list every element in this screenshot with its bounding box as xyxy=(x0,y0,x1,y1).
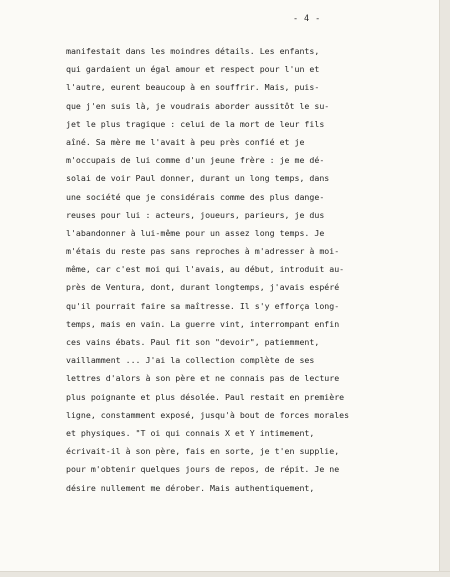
text-line: près de Ventura, dont, durant longtemps, j'avais espéré xyxy=(66,282,340,293)
text-line: ces vains ébats. Paul fit son "devoir", patiemment, xyxy=(66,337,320,347)
text-line: pour m'obtenir quelques jours de repos, de répit. Je ne xyxy=(66,464,340,475)
text-line: lettres d'alors à son père et ne connais pas de lecture xyxy=(66,373,340,384)
text-line: manifestait dans les moindres détails. Les enfants, xyxy=(66,46,320,56)
text-line: plus poignante et plus désolée. Paul restait en première xyxy=(66,391,345,402)
text-line: vaillamment ... J'ai la collection complète de ses xyxy=(66,355,315,366)
text-line: m'occupais de lui comme d'un jeune frère : je me dé- xyxy=(66,155,325,166)
page-edge-bottom xyxy=(0,571,450,577)
body-text xyxy=(66,42,438,497)
text-line: m'étais du reste pas sans reproches à m'adresser à moi- xyxy=(66,246,340,257)
text-line: l'abandonner à lui-même pour un assez long temps. Je xyxy=(66,227,325,238)
text-line: que j'en suis là, je voudrais aborder aussitôt le su- xyxy=(66,100,330,111)
page-number: - 4 - xyxy=(293,14,321,24)
text-line: jet le plus tragique : celui de la mort de leur fils xyxy=(66,118,325,129)
text-line: temps, mais en vain. La guerre vint, interrompant enfin xyxy=(66,318,340,329)
text-line: solai de voir Paul donner, durant un long temps, dans xyxy=(66,173,330,184)
text-line: l'autre, eurent beaucoup à en souffrir. Mais, puis- xyxy=(66,82,320,93)
text-line: une société que je considérais comme des plus dange- xyxy=(66,191,325,202)
text-line: écrivait-il à son père, fais en sorte, je t'en supplie, xyxy=(66,446,340,457)
text-line: reuses pour lui : acteurs, joueurs, parieurs, je dus xyxy=(66,209,325,220)
text-line: qu'il pourrait faire sa maîtresse. Il s'y efforça long- xyxy=(66,300,340,311)
text-line: et physiques. "T oi qui connais X et Y intimement, xyxy=(66,427,315,438)
text-line: qui gardaient un égal amour et respect pour l'un et xyxy=(66,64,320,75)
text-line: aîné. Sa mère me l'avait à peu près confié et je xyxy=(66,136,305,147)
text-line: désire nullement me dérober. Mais authentiquement, xyxy=(66,482,315,493)
page-edge-right xyxy=(439,0,450,577)
text-line: ligne, constamment exposé, jusqu'à bout de forces morales xyxy=(66,409,350,420)
text-line: même, car c'est moi qui l'avais, au début, introduit au- xyxy=(66,264,345,275)
